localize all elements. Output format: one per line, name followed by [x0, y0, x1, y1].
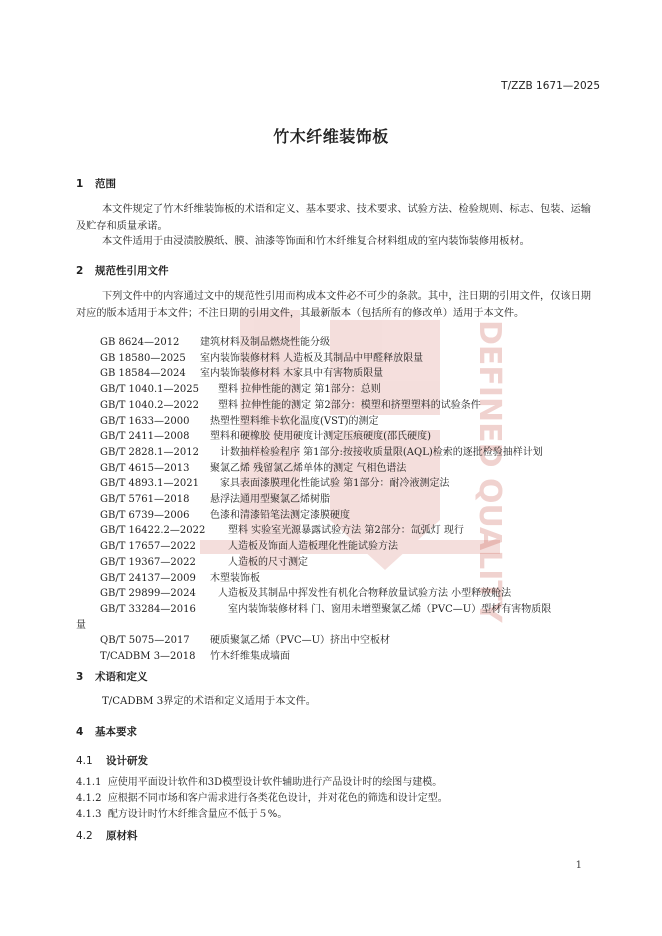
section-title: 基本要求	[95, 726, 137, 738]
reference-item	[100, 335, 330, 350]
reference-code: GB/T 33284—2016	[100, 603, 196, 615]
reference-code: GB/T 4615—2013	[100, 462, 190, 474]
section-title: 规范性引用文件	[95, 265, 169, 277]
reference-code: GB/T 16422.2—2022	[100, 525, 206, 537]
reference-title: 竹木纤维集成墙面	[210, 651, 290, 662]
reference-code: GB 18580—2025	[100, 352, 186, 364]
reference-item	[100, 602, 551, 617]
reference-item	[100, 429, 431, 444]
reference-title: 建筑材料及制品燃烧性能分级	[200, 337, 330, 348]
clause-4-1-2	[76, 791, 448, 806]
reference-title: 室内装饰装修材料 门、窗用未增塑聚氯乙烯（PVC—U）型材有害物质限	[228, 603, 552, 615]
reference-title: 室内装饰装修材料 人造板及其制品中甲醛释放限量	[200, 352, 424, 364]
section-1-paragraph-2: 本文件适用于由浸渍胶膜纸、膜、油漆等饰面和竹木纤维复合材料组成的室内装饰装修用板材。	[102, 236, 530, 247]
reference-title: 计数抽样检验程序 第1部分:按接收质量限(AQL)检索的逐批检验抽样计划	[220, 446, 543, 458]
reference-title-continuation: 量	[76, 619, 86, 631]
reference-title: 塑料 拉伸性能的测定 第2部分：模塑和挤塑塑料的试验条件	[218, 399, 481, 411]
reference-code: GB 18584—2024	[100, 368, 186, 380]
section-title: 范围	[95, 178, 116, 190]
clause-text: 配方设计时竹木纤维含量应不低于５%。	[107, 809, 288, 820]
reference-title: 塑料 实验室光源暴露试验方法 第2部分：氙弧灯 现行	[228, 525, 464, 537]
reference-title: 家具表面漆膜理化性能试验 第1部分：耐冷液测定法	[220, 478, 450, 490]
document-code: T/ZZB 1671—2025	[501, 80, 600, 92]
subsection-4-2-heading	[76, 828, 138, 843]
reference-item	[100, 586, 511, 601]
reference-item	[100, 445, 543, 460]
reference-title: 人造板及饰面人造板理化性能试验方法	[228, 541, 398, 553]
reference-code: GB/T 24137—2009	[100, 572, 196, 584]
reference-item	[100, 492, 330, 507]
section-title: 术语和定义	[95, 671, 148, 683]
reference-title: 硬质聚氯乙烯（PVC—U）挤出中空板材	[210, 635, 391, 647]
clause-text: 应根据不同市场和客户需求进行各类花色设计，并对花色的筛选和设计定型。	[107, 793, 448, 804]
reference-item	[100, 382, 381, 397]
reference-title: 热塑性塑料维卡软化温度(VST)的测定	[210, 415, 379, 427]
reference-item	[100, 571, 260, 586]
reference-code: GB/T 1040.1—2025	[100, 384, 199, 396]
page-number: 1	[575, 860, 582, 871]
reference-title: 塑料和硬橡胶 使用硬度计测定压痕硬度(邵氏硬度)	[210, 431, 431, 443]
reference-code: QB/T 5075—2017	[100, 635, 190, 647]
reference-code: GB/T 2411—2008	[100, 431, 190, 443]
reference-title: 人造板及其制品中挥发性有机化合物释放量试验方法 小型释放舱法	[218, 588, 512, 600]
document-title: 竹木纤维装饰板	[273, 127, 389, 146]
subsection-title: 原材料	[106, 830, 138, 842]
section-number: 2	[76, 265, 84, 277]
section-1-paragraph-1: 本文件规定了竹木纤维装饰板的术语和定义、基本要求、技术要求、试验方法、检验规则、标志、包装、运输及贮存和质量承诺。	[76, 204, 591, 232]
reference-item	[100, 555, 308, 570]
reference-item	[100, 398, 481, 413]
reference-code: GB/T 17657—2022	[100, 541, 196, 553]
reference-code: GB/T 1040.2—2022	[100, 399, 199, 411]
section-number: 3	[76, 671, 84, 683]
subsection-number: 4.2	[76, 830, 93, 842]
clause-4-1-1	[76, 775, 442, 790]
reference-code: GB/T 4893.1—2021	[100, 478, 199, 490]
reference-title: 塑料 拉伸性能的测定 第1部分：总则	[218, 384, 381, 396]
clause-number: 4.1.1	[76, 777, 102, 788]
reference-title: 悬浮法通用型聚氯乙烯树脂	[210, 494, 330, 505]
subsection-title: 设计研发	[106, 755, 148, 767]
section-4-heading	[76, 724, 137, 739]
reference-title: 色漆和清漆铅笔法测定漆膜硬度	[210, 509, 350, 521]
reference-code: GB/T 29899—2024	[100, 588, 196, 600]
reference-title: 木塑装饰板	[210, 572, 260, 584]
reference-item	[100, 366, 383, 381]
reference-item	[100, 633, 390, 648]
subsection-number: 4.1	[76, 755, 93, 767]
section-3-paragraph-1: T/CADBM 3界定的术语和定义适用于本文件。	[102, 696, 316, 707]
clause-text: 应使用平面设计软件和3D模型设计软件辅助进行产品设计时的绘图与建模。	[107, 777, 443, 788]
section-2-paragraph-1: 下列文件中的内容通过文中的规范性引用而构成本文件必不可少的条款。其中，注日期的引用文件，仅该日期对应的版本适用于本文件；不注日期的引用文件，其最新版本（包括所有的修改单）适用于本文件。	[76, 291, 591, 319]
reference-item	[100, 414, 379, 429]
reference-code: T/CADBM 3—2018	[100, 651, 196, 662]
reference-item	[100, 461, 406, 476]
reference-item	[100, 508, 350, 523]
reference-code: GB/T 2828.1—2012	[100, 446, 199, 458]
reference-title: 室内装饰装修材料 木家具中有害物质限量	[200, 368, 384, 380]
reference-item	[100, 539, 398, 554]
reference-title: 人造板的尺寸测定	[228, 556, 308, 568]
reference-code: GB/T 6739—2006	[100, 509, 190, 521]
section-1-heading	[76, 176, 116, 191]
clause-4-1-3	[76, 807, 287, 822]
reference-title: 聚氯乙烯 残留氯乙烯单体的测定 气相色谱法	[210, 462, 407, 474]
clause-number: 4.1.2	[76, 793, 102, 804]
reference-item	[100, 649, 290, 664]
reference-code: GB 8624—2012	[100, 337, 180, 348]
reference-code: GB/T 19367—2022	[100, 556, 196, 568]
reference-code: GB/T 1633—2000	[100, 415, 190, 427]
reference-item	[100, 523, 464, 538]
subsection-4-1-heading	[76, 753, 148, 768]
section-3-heading	[76, 669, 148, 684]
clause-number: 4.1.3	[76, 809, 102, 820]
section-2-heading	[76, 263, 169, 278]
section-number: 1	[76, 178, 84, 190]
reference-code: GB/T 5761—2018	[100, 494, 190, 505]
reference-item	[100, 351, 423, 366]
watermark-text: DEFINED QUALITY	[472, 320, 507, 623]
section-number: 4	[76, 726, 84, 738]
reference-item	[100, 476, 450, 491]
